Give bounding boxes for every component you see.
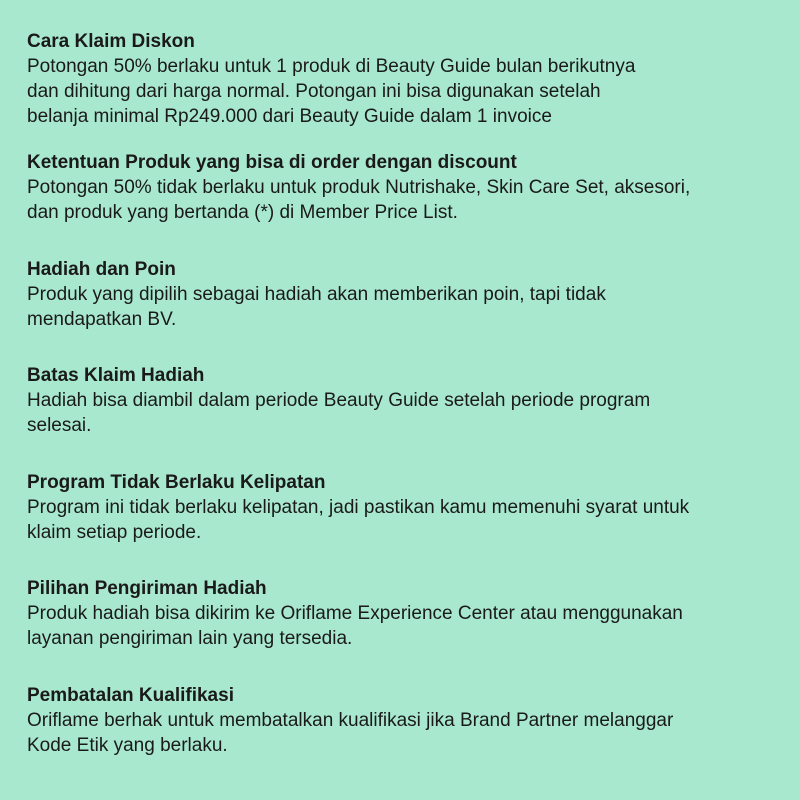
section-body <box>27 708 787 758</box>
body-line: Potongan 50% tidak berlaku untuk produk Nutrishake, Skin Care Set, aksesori, <box>27 177 691 198</box>
body-line: selesai. <box>27 415 92 436</box>
body-line: dan produk yang bertanda (*) di Member Price List. <box>27 202 458 223</box>
section-body <box>27 388 787 438</box>
section-title: Pilihan Pengiriman Hadiah <box>27 578 267 599</box>
section-title: Program Tidak Berlaku Kelipatan <box>27 472 326 493</box>
body-line: mendapatkan BV. <box>27 309 177 330</box>
section-title: Hadiah dan Poin <box>27 259 176 280</box>
section-body <box>27 282 787 332</box>
section-body <box>27 54 787 129</box>
section-body <box>27 601 787 651</box>
body-line: Produk hadiah bisa dikirim ke Oriflame Experience Center atau menggunakan <box>27 603 683 624</box>
body-line: dan dihitung dari harga normal. Potongan ini bisa digunakan setelah <box>27 81 601 102</box>
section-title: Batas Klaim Hadiah <box>27 365 205 386</box>
section-hadiah-dan-poin <box>27 257 787 332</box>
section-body <box>27 495 787 545</box>
body-line: klaim setiap periode. <box>27 522 202 543</box>
section-cara-klaim-diskon <box>27 29 787 129</box>
section-title: Ketentuan Produk yang bisa di order dengan discount <box>27 152 517 173</box>
section-body <box>27 175 787 225</box>
body-line: Kode Etik yang berlaku. <box>27 735 228 756</box>
body-line: Program ini tidak berlaku kelipatan, jadi pastikan kamu memenuhi syarat untuk <box>27 497 690 518</box>
section-batas-klaim-hadiah <box>27 363 787 438</box>
body-line: Hadiah bisa diambil dalam periode Beauty Guide setelah periode program <box>27 390 651 411</box>
section-title: Cara Klaim Diskon <box>27 31 195 52</box>
section-title: Pembatalan Kualifikasi <box>27 685 234 706</box>
section-pembatalan-kualifikasi <box>27 683 787 758</box>
body-line: belanja minimal Rp249.000 dari Beauty Guide dalam 1 invoice <box>27 106 552 127</box>
body-line: Produk yang dipilih sebagai hadiah akan memberikan poin, tapi tidak <box>27 284 606 305</box>
body-line: Potongan 50% berlaku untuk 1 produk di Beauty Guide bulan berikutnya <box>27 56 636 77</box>
body-line: layanan pengiriman lain yang tersedia. <box>27 628 353 649</box>
body-line: Oriflame berhak untuk membatalkan kualifikasi jika Brand Partner melanggar <box>27 710 674 731</box>
section-program-tidak-berlaku-kelipatan <box>27 470 787 545</box>
section-ketentuan-produk <box>27 150 787 225</box>
section-pilihan-pengiriman-hadiah <box>27 576 787 651</box>
